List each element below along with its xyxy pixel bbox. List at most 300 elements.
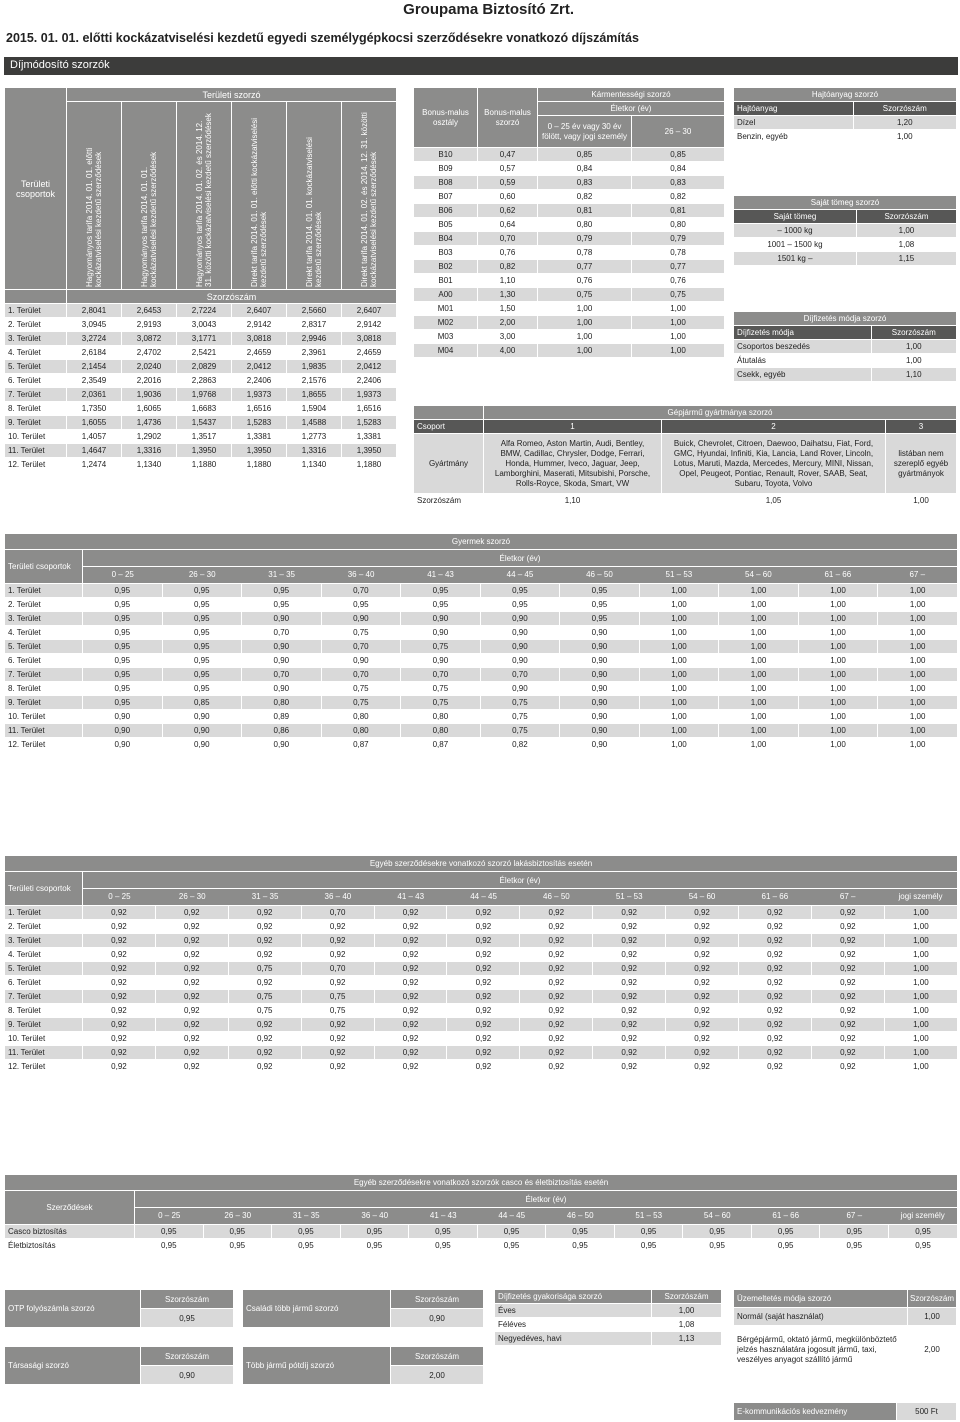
- age-col-header: 31 – 35: [268, 570, 295, 579]
- row-label: B10: [414, 148, 478, 162]
- value-cell: 0,92: [374, 906, 447, 920]
- value-cell: 1,3316: [122, 444, 177, 458]
- value-cell: 1,00: [798, 640, 878, 654]
- value-cell: 2,5421: [177, 346, 232, 360]
- child-age-header: Életkor (év): [83, 550, 957, 567]
- value-cell: 1,00: [719, 584, 799, 598]
- value-cell: 0,92: [447, 906, 520, 920]
- row-label: 6. Terület: [5, 976, 83, 990]
- value-cell: 0,95: [162, 584, 242, 598]
- value-cell: 0,95: [820, 1225, 889, 1239]
- value-cell: 0,80: [632, 218, 725, 232]
- table-row: [734, 252, 957, 266]
- value-cell: 3,0945: [67, 318, 122, 332]
- value-cell: 0,92: [811, 990, 884, 1004]
- table-row: [5, 598, 958, 612]
- value-cell: 0,95: [162, 598, 242, 612]
- value-cell: 0,47: [478, 148, 538, 162]
- value-cell: 0,75: [301, 1004, 374, 1018]
- row-label: 5. Terület: [5, 640, 83, 654]
- value-cell: 0,70: [321, 640, 401, 654]
- value-cell: 0,95: [162, 640, 242, 654]
- value-cell: 0,95: [889, 1239, 958, 1253]
- maker-table: [413, 405, 957, 508]
- age-col-header: 67 –: [909, 570, 926, 579]
- age-col-header: 26 – 30: [224, 1211, 252, 1220]
- value-cell: 0,85: [162, 696, 242, 710]
- value-cell: 0,85: [632, 148, 725, 162]
- value-cell: 1,1880: [177, 458, 232, 472]
- value-cell: 2,6184: [67, 346, 122, 360]
- value-cell: 0,95: [560, 598, 640, 612]
- value-cell: 0,92: [447, 920, 520, 934]
- company-mult-header: Szorzószám: [141, 1347, 234, 1366]
- value-cell: 0,92: [593, 1004, 666, 1018]
- maker-mult-2: 1,05: [662, 494, 886, 508]
- home-title: Egyéb szerződésekre vonatkozó szorzó lakásbiztosítás esetén: [5, 856, 958, 872]
- usage-row2: Bérgépjármű, oktató jármű, megkülönböztető jelzés használatára jogosult jármű, taxi, veszélyes anyagot szállító jármű: [734, 1326, 908, 1374]
- value-cell: 0,78: [538, 246, 632, 260]
- value-cell: 0,95: [321, 598, 401, 612]
- row-label: 1501 kg –: [734, 252, 857, 266]
- value-cell: 1,00: [719, 626, 799, 640]
- age-col-header: jogi személy: [900, 1211, 945, 1220]
- value-cell: 1,00: [538, 330, 632, 344]
- row-label: B06: [414, 204, 478, 218]
- value-cell: 0,95: [83, 612, 163, 626]
- value-cell: 3,0818: [232, 332, 287, 346]
- table-row: [5, 738, 958, 752]
- row-label: Életbiztosítás: [5, 1239, 135, 1253]
- group-header: Csoport: [414, 420, 484, 434]
- value-cell: 1,9768: [177, 388, 232, 402]
- value-cell: 1,3381: [342, 430, 397, 444]
- value-cell: 0,90: [560, 626, 640, 640]
- value-cell: 0,70: [301, 962, 374, 976]
- value-cell: 2,0361: [67, 388, 122, 402]
- row-label: – 1000 kg: [734, 224, 857, 238]
- value-cell: 0,92: [811, 934, 884, 948]
- value-cell: 0,92: [593, 1060, 666, 1074]
- value-cell: 0,95: [683, 1239, 752, 1253]
- value-cell: 1,00: [632, 330, 725, 344]
- value-cell: 2,6407: [232, 304, 287, 318]
- freq-h1: Díjfizetés gyakorisága szorzó: [495, 1290, 652, 1304]
- value-cell: 0,92: [301, 948, 374, 962]
- value-cell: 0,92: [228, 948, 301, 962]
- value-cell: 1,6683: [177, 402, 232, 416]
- value-cell: 1,00: [639, 626, 719, 640]
- value-cell: 0,92: [374, 1032, 447, 1046]
- table-row: [414, 218, 725, 232]
- fuel-h1: Hajtóanyag: [734, 102, 854, 116]
- age-col-header: 41 – 43: [427, 570, 454, 579]
- value-cell: 0,90: [83, 738, 163, 752]
- value-cell: 0,90: [480, 640, 560, 654]
- age-col-header: 31 – 35: [251, 892, 279, 901]
- table-row: [5, 990, 958, 1004]
- value-cell: 0,75: [480, 696, 560, 710]
- value-cell: 0,90: [401, 626, 481, 640]
- ecomm-value: 500 Ft: [897, 1403, 957, 1421]
- age-col-header: 36 – 40: [361, 1211, 389, 1220]
- value-cell: 1,10: [871, 368, 956, 382]
- value-cell: 0,92: [666, 976, 739, 990]
- teruleti-col-label: Direkt tarifa 2014. 01. 02. és 2014. 12. 31. közötti kockázatviselési kezdetű szerződések: [360, 112, 378, 287]
- value-cell: 1,00: [884, 976, 957, 990]
- value-cell: 1,5283: [342, 416, 397, 430]
- age-col-header: 26 – 30: [178, 892, 206, 901]
- value-cell: 0,75: [538, 288, 632, 302]
- group-2: 2: [662, 420, 886, 434]
- value-cell: 0,92: [811, 976, 884, 990]
- value-cell: 1,5437: [177, 416, 232, 430]
- value-cell: 2,6453: [122, 304, 177, 318]
- age-col-header: 0 – 25: [108, 892, 131, 901]
- table-row: [5, 346, 397, 360]
- casco-row-header: Szerződések: [5, 1191, 135, 1225]
- value-cell: 0,92: [447, 1046, 520, 1060]
- value-cell: 0,92: [666, 990, 739, 1004]
- row-label: 9. Terület: [5, 696, 83, 710]
- teruleti-title: Területi szorzó: [67, 88, 397, 102]
- unit-header: Szorzószám: [67, 290, 397, 304]
- age-header: Életkor (év): [538, 102, 725, 116]
- bonus-mult-header: Bonus-malus szorzó: [478, 88, 538, 148]
- age1-header: 0 – 25 év vagy 30 év fölött, vagy jogi személy: [538, 116, 632, 148]
- value-cell: 0,92: [374, 962, 447, 976]
- value-cell: 0,90: [242, 654, 322, 668]
- maker-mult-header: Szorzószám: [414, 494, 484, 508]
- value-cell: 1,00: [884, 948, 957, 962]
- table-row: [5, 1018, 958, 1032]
- value-cell: 2,0240: [122, 360, 177, 374]
- value-cell: 1,20: [853, 116, 956, 130]
- row-label: 1001 – 1500 kg: [734, 238, 857, 252]
- teruleti-col-header: [342, 102, 397, 290]
- value-cell: 0,92: [228, 1032, 301, 1046]
- teruleti-table: [4, 87, 397, 472]
- value-cell: 1,9373: [232, 388, 287, 402]
- value-cell: 0,92: [520, 920, 593, 934]
- value-cell: 0,90: [560, 710, 640, 724]
- value-cell: 0,79: [632, 232, 725, 246]
- value-cell: 0,92: [811, 1032, 884, 1046]
- table-row: [5, 304, 397, 318]
- value-cell: 1,00: [639, 612, 719, 626]
- value-cell: 1,00: [719, 598, 799, 612]
- value-cell: 1,00: [798, 682, 878, 696]
- table-row: [495, 1332, 722, 1346]
- value-cell: 1,00: [639, 682, 719, 696]
- value-cell: 2,3961: [287, 346, 342, 360]
- value-cell: 1,00: [878, 612, 958, 626]
- value-cell: 0,92: [83, 920, 156, 934]
- value-cell: 0,92: [83, 1060, 156, 1074]
- value-cell: 0,90: [560, 682, 640, 696]
- row-label: 4. Terület: [5, 626, 83, 640]
- row-label: 11. Terület: [5, 724, 83, 738]
- value-cell: 2,9946: [287, 332, 342, 346]
- row-label: M04: [414, 344, 478, 358]
- value-cell: 0,95: [83, 640, 163, 654]
- home-table: [4, 855, 958, 1074]
- value-cell: 1,00: [719, 640, 799, 654]
- value-cell: 2,2863: [177, 374, 232, 388]
- payment-table: [733, 311, 957, 382]
- row-label: 11. Terület: [5, 444, 67, 458]
- fuel-title: Hajtóanyag szorzó: [734, 88, 957, 102]
- age-col-header: 41 – 43: [397, 892, 425, 901]
- value-cell: 0,95: [83, 696, 163, 710]
- value-cell: 0,92: [739, 920, 812, 934]
- value-cell: 0,95: [409, 1239, 478, 1253]
- value-cell: 0,76: [478, 246, 538, 260]
- age-col-header: 44 – 45: [498, 1211, 526, 1220]
- row-label: B08: [414, 176, 478, 190]
- value-cell: 0,95: [751, 1225, 820, 1239]
- value-cell: 0,95: [162, 612, 242, 626]
- value-cell: 0,92: [155, 948, 228, 962]
- value-cell: 0,92: [666, 1060, 739, 1074]
- value-cell: 1,3950: [232, 444, 287, 458]
- table-row: [414, 246, 725, 260]
- value-cell: 1,30: [478, 288, 538, 302]
- value-cell: 0,90: [83, 710, 163, 724]
- table-row: [414, 190, 725, 204]
- row-label: M01: [414, 302, 478, 316]
- value-cell: 2,4659: [342, 346, 397, 360]
- value-cell: 0,92: [301, 934, 374, 948]
- value-cell: 1,1880: [232, 458, 287, 472]
- value-cell: 0,90: [560, 724, 640, 738]
- casco-age-header: Életkor (év): [135, 1191, 957, 1208]
- table-row: [734, 354, 957, 368]
- table-row: [5, 654, 958, 668]
- value-cell: 1,6516: [342, 402, 397, 416]
- value-cell: 0,92: [593, 1018, 666, 1032]
- row-label: 3. Terület: [5, 332, 67, 346]
- value-cell: 0,95: [162, 626, 242, 640]
- value-cell: 1,00: [719, 612, 799, 626]
- value-cell: 0,70: [242, 668, 322, 682]
- brand-list-1: Alfa Romeo, Aston Martin, Audi, Bentley, BMW, Cadillac, Chrysler, Dodge, Ferrari, Honda, Hummer, Iveco, Jaguar, Jeep, Lamborghini, Maserati, Mitsubishi, Porsche, Rolls-Royce, Skoda, Smart, VW: [484, 434, 662, 494]
- row-label: Átutalás: [734, 354, 872, 368]
- value-cell: 0,80: [321, 710, 401, 724]
- value-cell: 1,3381: [232, 430, 287, 444]
- value-cell: 3,00: [478, 330, 538, 344]
- value-cell: 0,95: [135, 1225, 204, 1239]
- value-cell: 0,80: [242, 696, 322, 710]
- usage-table: [733, 1289, 957, 1374]
- table-row: [734, 238, 957, 252]
- value-cell: 0,92: [593, 920, 666, 934]
- value-cell: 0,92: [447, 948, 520, 962]
- value-cell: 2,2016: [122, 374, 177, 388]
- value-cell: 1,2773: [287, 430, 342, 444]
- row-label: B09: [414, 162, 478, 176]
- value-cell: 1,00: [639, 738, 719, 752]
- value-cell: 0,92: [155, 1060, 228, 1074]
- value-cell: 0,95: [203, 1225, 272, 1239]
- value-cell: 0,92: [447, 1004, 520, 1018]
- value-cell: 0,70: [242, 626, 322, 640]
- value-cell: 1,4588: [287, 416, 342, 430]
- value-cell: 2,9193: [122, 318, 177, 332]
- value-cell: 0,95: [401, 584, 481, 598]
- value-cell: 0,95: [560, 584, 640, 598]
- value-cell: 2,5660: [287, 304, 342, 318]
- row-label: B07: [414, 190, 478, 204]
- table-row: [734, 368, 957, 382]
- value-cell: 3,0818: [342, 332, 397, 346]
- value-cell: 2,1576: [287, 374, 342, 388]
- value-cell: 0,92: [447, 990, 520, 1004]
- value-cell: 0,92: [666, 1018, 739, 1032]
- value-cell: 1,00: [798, 612, 878, 626]
- value-cell: 1,00: [798, 738, 878, 752]
- row-label: 3. Terület: [5, 612, 83, 626]
- table-row: [495, 1318, 722, 1332]
- value-cell: 1,00: [884, 990, 957, 1004]
- value-cell: 0,95: [242, 584, 322, 598]
- value-cell: 0,92: [83, 934, 156, 948]
- value-cell: 0,92: [228, 906, 301, 920]
- weight-h2: Szorzószám: [856, 210, 956, 224]
- value-cell: 2,0412: [232, 360, 287, 374]
- age-col-header: 61 – 66: [761, 892, 789, 901]
- teruleti-col-header: [232, 102, 287, 290]
- table-row: [5, 682, 958, 696]
- value-cell: 0,82: [478, 260, 538, 274]
- value-cell: 0,78: [632, 246, 725, 260]
- value-cell: 1,00: [856, 224, 956, 238]
- value-cell: 0,92: [593, 962, 666, 976]
- value-cell: 2,2406: [232, 374, 287, 388]
- value-cell: 0,92: [739, 906, 812, 920]
- value-cell: 0,92: [155, 990, 228, 1004]
- age-col-header: 46 – 50: [566, 1211, 594, 1220]
- company-mult-label: Társasági szorzó: [5, 1347, 141, 1385]
- value-cell: 1,00: [884, 920, 957, 934]
- value-cell: 0,92: [83, 990, 156, 1004]
- row-label: 6. Terület: [5, 654, 83, 668]
- value-cell: 1,00: [719, 696, 799, 710]
- value-cell: 1,00: [798, 584, 878, 598]
- row-label: 8. Terület: [5, 402, 67, 416]
- value-cell: 1,00: [798, 710, 878, 724]
- value-cell: 0,80: [401, 710, 481, 724]
- teruleti-col-header: [122, 102, 177, 290]
- teruleti-col-header: [177, 102, 232, 290]
- table-row: [5, 948, 958, 962]
- value-cell: 0,75: [228, 990, 301, 1004]
- payment-title: Díjfizetés módja szorzó: [734, 312, 957, 326]
- value-cell: 1,7350: [67, 402, 122, 416]
- value-cell: 2,4659: [232, 346, 287, 360]
- value-cell: 0,90: [480, 654, 560, 668]
- payment-h2: Szorzószám: [871, 326, 956, 340]
- age2-header: 26 – 30: [632, 116, 725, 148]
- family-value: 0,90: [391, 1309, 484, 1328]
- value-cell: 0,92: [447, 1018, 520, 1032]
- teruleti-col-label: Direkt tarifa 2014. 01. 01. kockázatviselési kezdetű szerződések: [305, 137, 323, 287]
- value-cell: 1,00: [878, 710, 958, 724]
- otp-block: [4, 1289, 234, 1328]
- value-cell: 0,64: [478, 218, 538, 232]
- age-col-header: 41 – 43: [429, 1211, 457, 1220]
- age-col-header: 31 – 35: [292, 1211, 320, 1220]
- value-cell: 3,1771: [177, 332, 232, 346]
- row-label: Csekk, egyéb: [734, 368, 872, 382]
- value-cell: 0,92: [83, 1004, 156, 1018]
- value-cell: 0,75: [480, 724, 560, 738]
- table-row: [5, 920, 958, 934]
- row-label: 2. Terület: [5, 920, 83, 934]
- value-cell: 1,08: [652, 1318, 722, 1332]
- value-cell: 0,92: [593, 976, 666, 990]
- value-cell: 1,00: [719, 710, 799, 724]
- value-cell: 0,84: [632, 162, 725, 176]
- value-cell: 1,00: [884, 1046, 957, 1060]
- usage-h1: Üzemeltetés módja szorzó: [734, 1290, 908, 1308]
- value-cell: 0,92: [228, 1046, 301, 1060]
- value-cell: 1,00: [798, 724, 878, 738]
- value-cell: 0,95: [162, 654, 242, 668]
- value-cell: 0,92: [447, 962, 520, 976]
- value-cell: 1,00: [884, 1018, 957, 1032]
- value-cell: 1,5904: [287, 402, 342, 416]
- value-cell: 0,89: [242, 710, 322, 724]
- value-cell: 2,3549: [67, 374, 122, 388]
- value-cell: 1,9036: [122, 388, 177, 402]
- value-cell: 0,87: [401, 738, 481, 752]
- value-cell: 0,92: [593, 1046, 666, 1060]
- table-row: [414, 162, 725, 176]
- value-cell: 0,92: [739, 962, 812, 976]
- value-cell: 0,92: [666, 920, 739, 934]
- value-cell: 2,2406: [342, 374, 397, 388]
- row-header: Területi csoportok: [5, 88, 67, 290]
- bonus-title: Kármentességi szorzó: [538, 88, 725, 102]
- value-cell: 1,00: [884, 1032, 957, 1046]
- usage-val2: 2,00: [907, 1326, 956, 1374]
- value-cell: 1,00: [878, 738, 958, 752]
- brand-list-3: listában nem szereplő egyéb gyártmányok: [886, 434, 957, 494]
- value-cell: 0,75: [321, 682, 401, 696]
- value-cell: 1,00: [798, 626, 878, 640]
- value-cell: 0,75: [301, 990, 374, 1004]
- value-cell: 0,82: [480, 738, 560, 752]
- value-cell: 0,92: [83, 1018, 156, 1032]
- family-header: Szorzószám: [391, 1290, 484, 1309]
- row-label: Csoportos beszedés: [734, 340, 872, 354]
- value-cell: 1,00: [878, 696, 958, 710]
- teruleti-col-label: Direkt tarifa 2014. 01. 01. előtti kockázatviselési kezdetű szerződések: [250, 118, 268, 287]
- multi-vehicle-block: [242, 1346, 484, 1385]
- value-cell: 0,76: [632, 274, 725, 288]
- value-cell: 0,92: [155, 962, 228, 976]
- value-cell: 0,92: [739, 934, 812, 948]
- table-row: [5, 402, 397, 416]
- value-cell: 0,92: [374, 934, 447, 948]
- value-cell: 1,6065: [122, 402, 177, 416]
- value-cell: 0,90: [321, 654, 401, 668]
- value-cell: 0,90: [83, 724, 163, 738]
- value-cell: 0,92: [811, 1060, 884, 1074]
- row-label: 5. Terület: [5, 962, 83, 976]
- table-row: [5, 458, 397, 472]
